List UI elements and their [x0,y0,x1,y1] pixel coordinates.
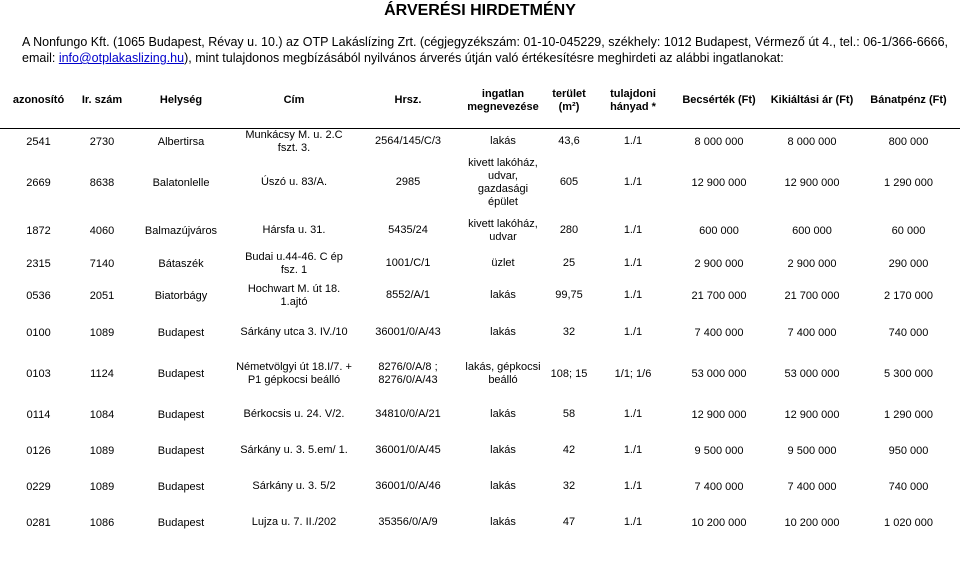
cell-type: kivett lakóház, udvar, gazdasági épület [468,156,538,208]
cell-value: 10 200 000 [691,516,747,529]
cell-start: 600 000 [792,224,832,237]
cell-hrsz: 1001/C/1 [385,257,431,269]
cell-type: lakás [490,516,516,528]
cell-area: 108; 15 [550,367,588,380]
cell-id: 0536 [26,289,51,302]
cell-start: 53 000 000 [784,368,840,380]
cell-start: 12 900 000 [784,176,840,189]
cell-start: 2 900 000 [787,257,837,270]
cell-deposit: 2 170 000 [884,289,933,302]
cell-city: Biatorbágy [154,289,208,302]
cell-value: 12 900 000 [691,176,747,189]
cell-city: Albertirsa [157,135,205,148]
cell-city: Balatonlelle [152,176,210,189]
table-row [0,128,960,155]
cell-type: kivett lakóház, udvar [468,217,538,243]
cell-hrsz: 36001/0/A/43 [375,326,441,338]
cell-hrsz: 34810/0/A/21 [375,408,441,420]
cell-value: 21 700 000 [691,289,747,302]
cell-start: 12 900 000 [784,408,840,421]
cell-area: 32 [562,480,576,492]
cell-zip: 4060 [89,224,115,237]
cell-share: 1./1 [623,480,643,492]
cell-type: lakás [490,444,516,456]
cell-area: 99,75 [555,289,583,301]
cell-zip: 1124 [90,368,114,380]
col-header-cim: Cím [235,74,353,128]
cell-share: 1./1 [623,176,643,188]
cell-hrsz: 5435/24 [388,224,428,236]
cell-id: 0114 [26,408,51,421]
table-row [0,277,960,315]
cell-area: 43,6 [558,135,580,147]
cell-type: lakás [490,408,516,420]
cell-addr: Úszó u. 83/A. [260,176,328,188]
cell-value: 7 400 000 [694,480,744,493]
col-header-terulet: terület (m²) [543,74,595,128]
cell-zip: 1084 [89,408,115,421]
cell-deposit: 5 300 000 [884,368,933,380]
cell-zip: 1089 [89,326,115,339]
cell-share: 1./1 [623,224,643,236]
cell-area: 47 [562,516,576,528]
cell-area: 605 [559,176,579,188]
cell-share: 1./1 [623,257,643,269]
col-header-azonosito: azonosító [0,74,77,128]
cell-zip: 1086 [89,516,115,529]
cell-value: 53 000 000 [691,368,747,380]
cell-addr: Sárkány u. 3. 5.em/ 1. [240,444,348,456]
cell-hrsz: 36001/0/A/46 [375,480,441,492]
table-row [0,351,960,398]
cell-area: 42 [562,444,576,456]
table-row [0,470,960,504]
cell-hrsz: 36001/0/A/45 [375,444,441,456]
cell-city: Balmazújváros [144,224,218,237]
cell-type: lakás, gépkocsi beálló [465,361,541,386]
col-header-kikialtasi: Kikiáltási ár (Ft) [767,74,857,128]
cell-area: 25 [562,257,576,269]
property-table [0,74,960,542]
cell-addr: Sárkány utca 3. IV./10 [240,326,348,338]
cell-deposit: 950 000 [888,444,929,457]
cell-city: Budapest [157,408,205,421]
col-header-becsertek: Becsérték (Ft) [671,74,767,128]
cell-value: 9 500 000 [694,444,744,457]
table-row [0,211,960,251]
col-header-megnevezes: ingatlan megnevezése [463,74,543,128]
document-title: ÁRVERÉSI HIRDETMÉNY [384,2,576,19]
table-body [0,128,960,542]
cell-deposit: 1 290 000 [884,176,933,189]
cell-id: 2541 [26,135,51,148]
col-header-hanyad: tulajdoni hányad * [595,74,671,128]
col-header-helyseg: Helység [127,74,235,128]
cell-id: 2669 [26,176,51,189]
col-header-irsz: Ir. szám [77,74,127,128]
cell-id: 1872 [26,224,51,237]
cell-start: 8 000 000 [787,135,837,148]
cell-deposit: 800 000 [888,135,929,148]
cell-type: lakás [490,135,516,147]
cell-type: üzlet [491,257,515,269]
cell-city: Budapest [157,444,205,457]
table-row [0,432,960,470]
cell-id: 0229 [26,480,51,493]
intro-text-after: ), mint tulajdonos megbízásából nyilvános árverés útján való értékesítésre meghirdeti az alábbi ingatlanokat: [184,51,784,65]
cell-share: 1./1 [623,135,643,147]
cell-zip: 8638 [89,176,115,189]
cell-deposit: 290 000 [888,257,929,270]
cell-addr: Bérkocsis u. 24. V/2. [243,408,345,420]
intro-paragraph [22,34,952,66]
cell-deposit: 60 000 [891,224,926,237]
cell-hrsz: 8552/A/1 [385,289,431,301]
cell-share: 1/1; 1/6 [614,367,652,380]
cell-addr: Hochwart M. út 18. 1.ajtó [247,282,341,308]
cell-deposit: 1 020 000 [884,516,933,529]
cell-zip: 2730 [89,135,115,148]
cell-start: 7 400 000 [787,480,837,493]
cell-city: Budapest [157,480,205,493]
email-link[interactable]: info@otplakaslizing.hu [58,51,185,65]
cell-hrsz: 2985 [395,176,421,188]
cell-addr: Munkácsy M. u. 2.C fszt. 3. [245,128,343,154]
cell-start: 9 500 000 [787,444,837,457]
cell-hrsz: 8276/0/A/8 ; 8276/0/A/43 [378,361,438,386]
cell-value: 7 400 000 [694,326,744,339]
cell-id: 0126 [26,444,51,457]
cell-id: 0281 [26,516,51,529]
cell-hrsz: 35356/0/A/9 [378,516,438,528]
cell-type: lakás [490,480,516,492]
cell-value: 600 000 [699,224,739,237]
cell-area: 32 [562,326,576,338]
cell-id: 0103 [26,368,51,380]
cell-addr: Budai u.44-46. C ép fsz. 1 [245,250,343,276]
cell-city: Budapest [157,368,205,380]
cell-share: 1./1 [623,326,643,338]
table-row [0,398,960,432]
table-row [0,155,960,211]
cell-start: 7 400 000 [787,326,837,339]
cell-city: Budapest [157,516,205,529]
cell-addr: Sárkány u. 3. 5/2 [252,480,336,492]
cell-zip: 1089 [89,444,115,457]
cell-deposit: 740 000 [888,326,929,339]
cell-hrsz: 2564/145/C/3 [374,135,442,147]
cell-area: 280 [559,224,579,236]
col-header-hrsz: Hrsz. [353,74,463,128]
cell-zip: 7140 [89,257,115,270]
cell-deposit: 1 290 000 [884,408,933,421]
intro-text-before: A Nonfungo Kft. (1065 Budapest, Révay u. 10.) az OTP Lakáslízing Zrt. (cégjegyzékszám: 01-10-045229, székhely: 1012 Budapest, Vérmező út 4., tel.: 06-1/366-6666, email: [22,35,948,65]
cell-city: Budapest [157,326,205,339]
cell-addr: Németvölgyi út 18.I/7. + P1 gépkocsi beálló [236,361,352,386]
cell-addr: Lujza u. 7. II./202 [251,516,337,528]
cell-share: 1./1 [623,516,643,528]
cell-id: 0100 [26,326,51,339]
table-row [0,251,960,277]
cell-addr: Hársfa u. 31. [262,224,326,236]
cell-zip: 2051 [89,289,115,302]
cell-start: 21 700 000 [784,289,840,302]
table-row [0,315,960,351]
cell-share: 1./1 [623,408,643,420]
cell-type: lakás [490,289,516,301]
cell-type: lakás [490,326,516,338]
cell-zip: 1089 [89,480,115,493]
cell-id: 2315 [26,257,51,270]
table-row [0,504,960,542]
cell-city: Bátaszék [158,257,204,270]
cell-share: 1./1 [623,444,643,456]
cell-start: 10 200 000 [784,516,840,529]
cell-share: 1./1 [623,289,643,301]
table-header-row [0,74,960,128]
cell-area: 58 [562,408,576,420]
cell-value: 12 900 000 [691,408,747,421]
cell-deposit: 740 000 [888,480,929,493]
cell-value: 2 900 000 [694,257,744,270]
col-header-banatpenz: Bánatpénz (Ft) [857,74,960,128]
cell-value: 8 000 000 [694,135,744,148]
